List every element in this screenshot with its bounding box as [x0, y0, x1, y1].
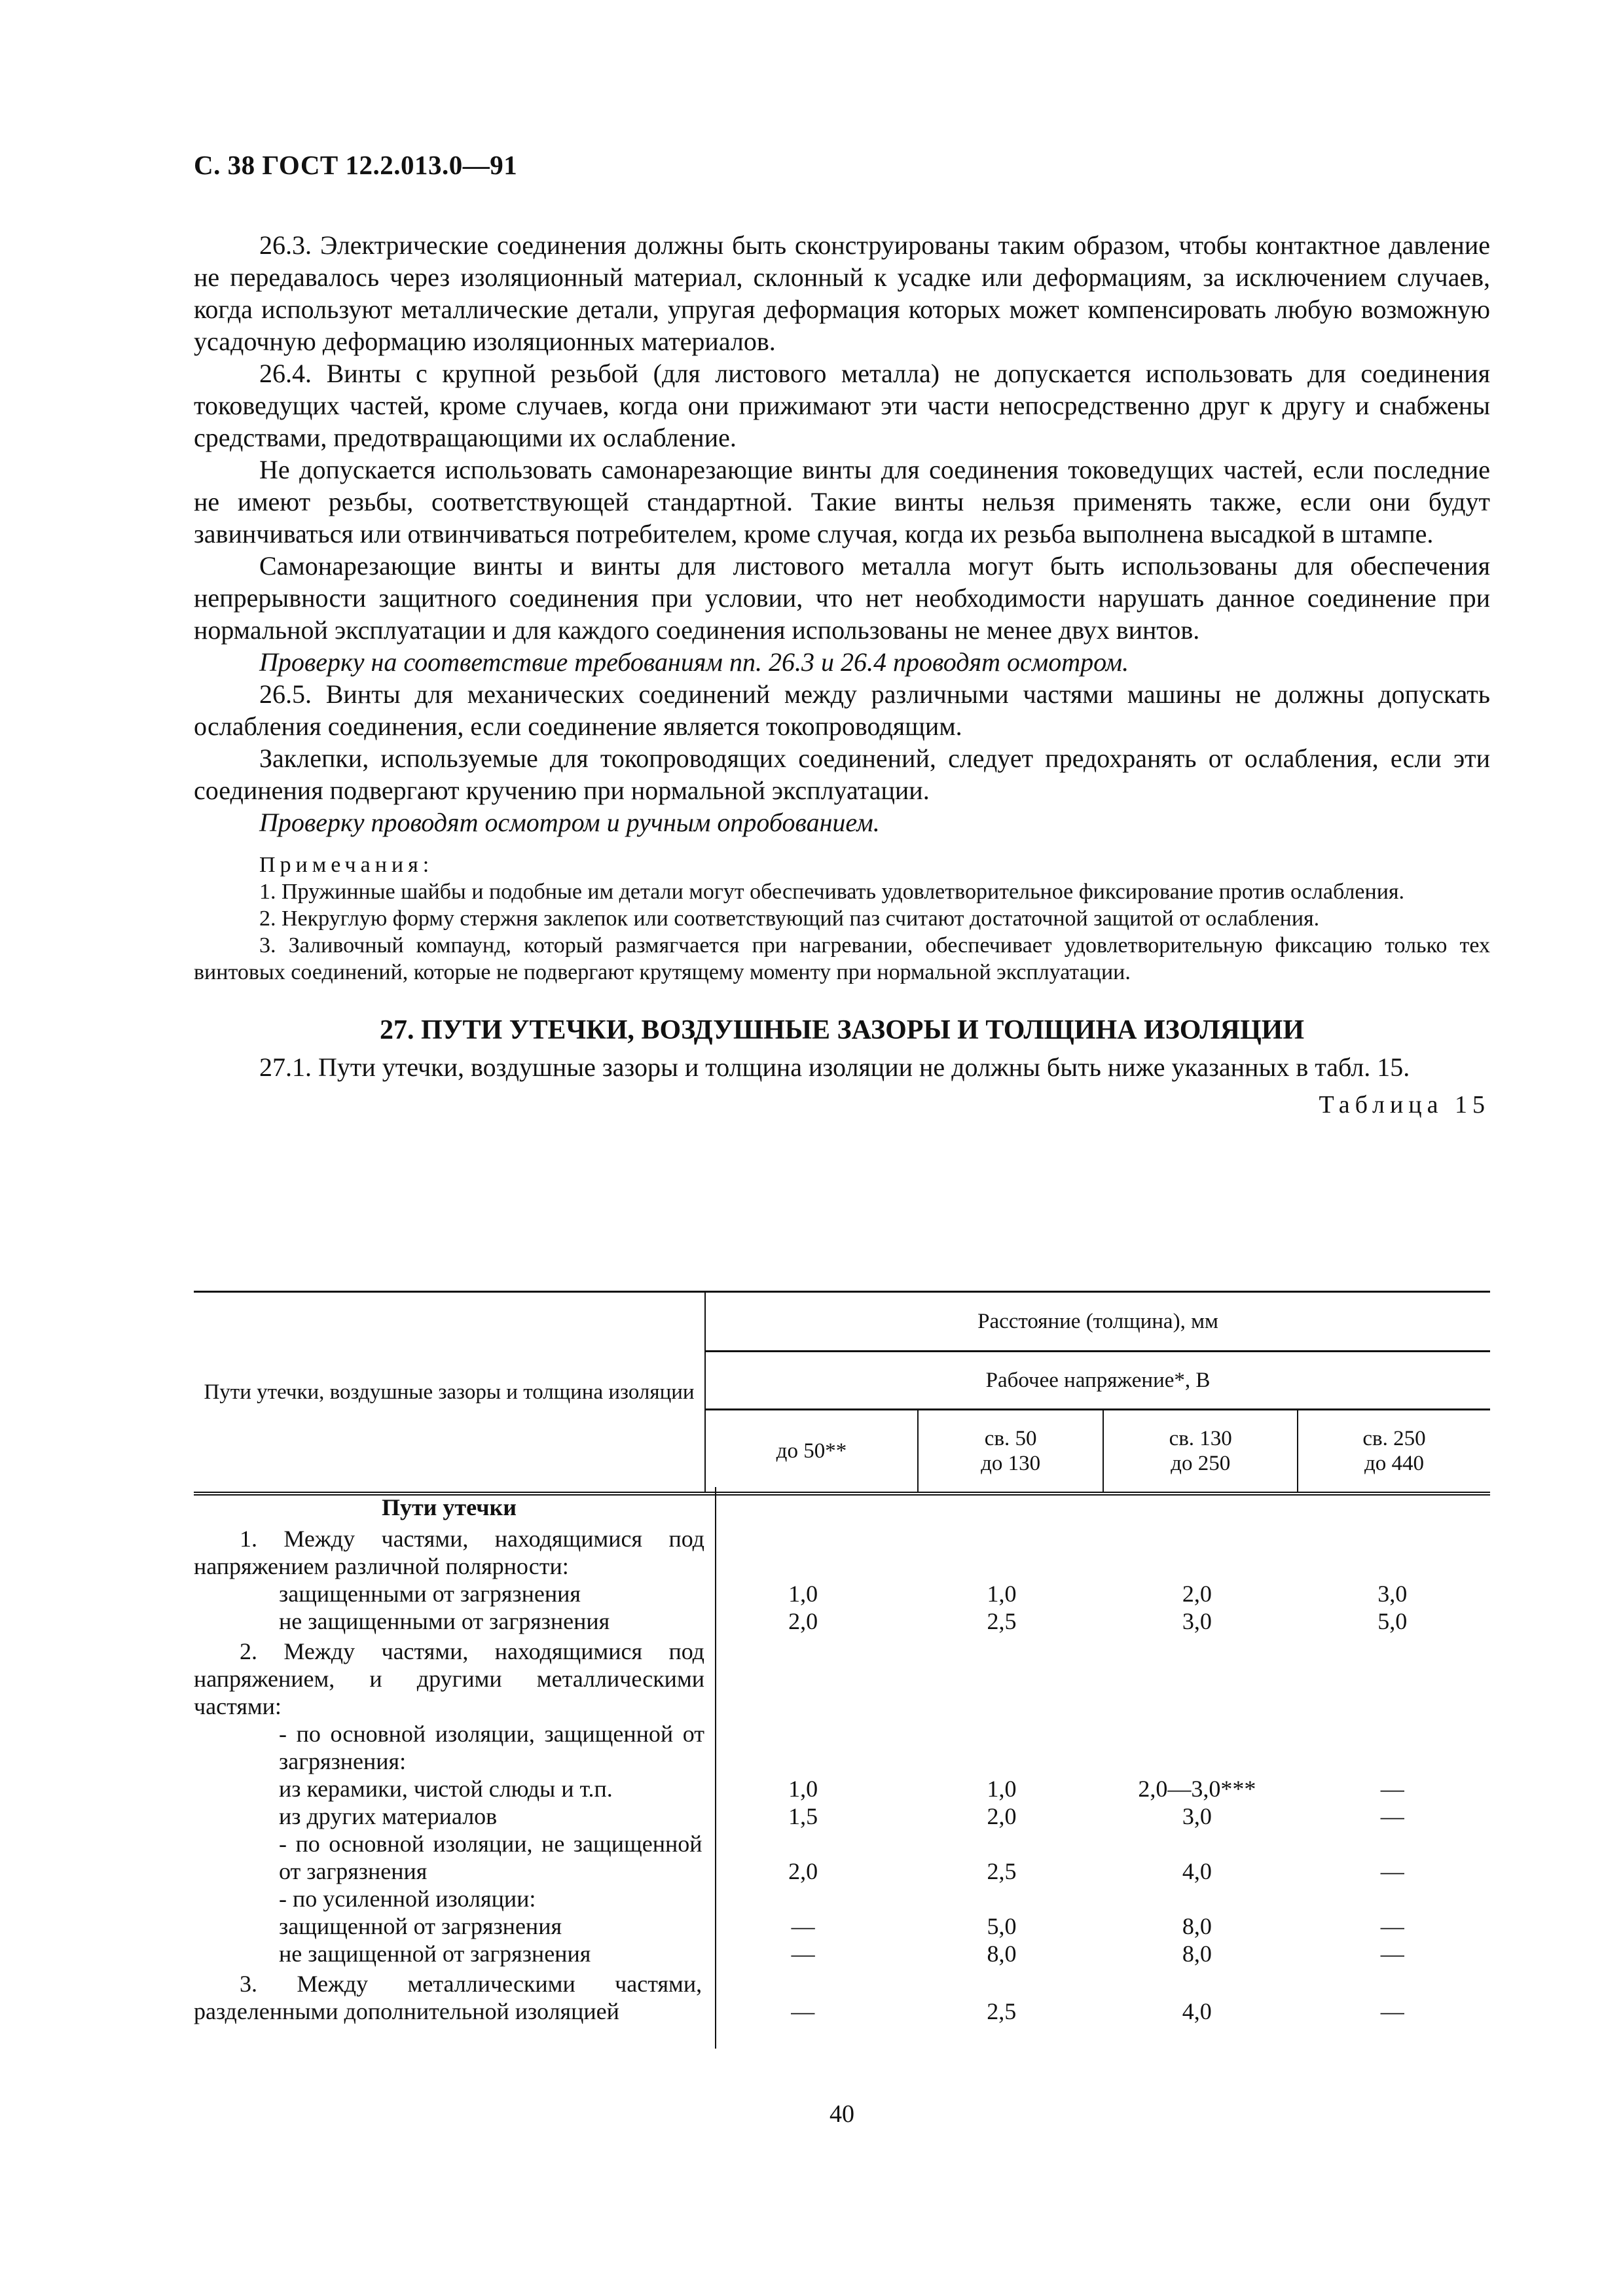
table-row-label: 2. Между частями, находящимися под напряжением, и другими металлическими частями: [194, 1638, 704, 1719]
table-header-col0: Пути утечки, воздушные зазоры и толщина изоляции [194, 1292, 705, 1494]
table-row: не защищенными от загрязнения 2,0 2,5 3,0 5,0 [279, 1608, 1408, 1634]
table-header-c1: до 50** [705, 1410, 918, 1494]
paragraph-check-inspection: Проверку на соответствие требованиям пп. 26.3 и 26.4 проводят осмотром. [259, 647, 1129, 677]
paragraph-check-manual: Проверку проводят осмотром и ручным опробованием. [259, 808, 880, 837]
table-row: не защищенной от загрязнения — 8,0 8,0 — [279, 1941, 1404, 1967]
table-row-label: - по основной изоляции, защищенной от загрязнения: [279, 1721, 704, 1774]
table-subhead: Пути утечки [382, 1494, 517, 1520]
note-item: 1. Пружинные шайбы и подобные им детали могут обеспечивать удовлетворительное фиксирование против ослабления. [259, 880, 1405, 904]
table-row: защищенной от загрязнения — 5,0 8,0 — [279, 1913, 1404, 1939]
paragraph-26-3: 26.3. Электрические соединения должны быть сконструированы таким образом, чтобы контактное давление не передавалось через изоляционный материал, склонный к усадке или деформациям, за исключением случаев, когда используют металлические детали, упругая деформация которых может компенсировать любую возможную усадочную деформацию изоляционных материалов. [194, 230, 1490, 356]
paragraph-self-tapping-screws: Не допускается использовать самонарезающие винты для соединения токоведущих частей, если последние не имеют резьбы, соответствующей стандартной. Такие винты нельзя применять также, если они будут завинчиваться или отвинчиваться потребителем, кроме случая, когда их резьба выполнена высадкой в штампе. [194, 455, 1490, 548]
table-row: защищенными от загрязнения 1,0 1,0 2,0 3,0 [279, 1581, 1408, 1607]
paragraph-26-5: 26.5. Винты для механических соединений между различными частями машины не должны допускать ослабления соединения, если соединение является токопроводящим. [194, 679, 1490, 741]
table-header-group: Расстояние (толщина), мм [705, 1292, 1490, 1352]
note-item: 2. Некруглую форму стержня заклепок или соответствующий паз считают достаточной защитой от ослабления. [259, 906, 1320, 931]
paragraph-26-4: 26.4. Винты с крупной резьбой (для листового металла) не допускается использовать для соединения токоведущих частей, кроме случаев, когда они прижимают эти части непосредственно друг к другу и снабжены средствами, предотвращающими их ослабление. [194, 359, 1490, 452]
table-15-header [194, 1291, 1490, 1496]
table-row-label: - по усиленной изоляции: [279, 1886, 536, 1912]
table-row: из керамики, чистой слюды и т.п. 1,0 1,0 2,0—3,0*** — [279, 1776, 1404, 1802]
table-15-body [194, 1494, 1490, 2025]
section-title: 27. ПУТИ УТЕЧКИ, ВОЗДУШНЫЕ ЗАЗОРЫ И ТОЛЩИНА ИЗОЛЯЦИИ [379, 1015, 1305, 1045]
body-text [194, 229, 1490, 1120]
table-header-subgroup: Рабочее напряжение*, В [705, 1352, 1490, 1410]
table-header-c2: св. 50 до 130 [918, 1410, 1104, 1494]
table-header-c3: св. 130 до 250 [1103, 1410, 1298, 1494]
page-number: 40 [830, 2100, 854, 2128]
paragraph-27-1: 27.1. Пути утечки, воздушные зазоры и толщина изоляции не должны быть ниже указанных в табл. 15. [259, 1052, 1410, 1082]
table-caption: Таблица 15 [1319, 1091, 1490, 1119]
paragraph-rivets: Заклепки, используемые для токопроводящих соединений, следует предохранять от ослабления, если эти соединения подвергают кручению при нормальной эксплуатации. [194, 744, 1490, 805]
table-row: из других материалов 1,5 2,0 3,0 — [279, 1803, 1404, 1829]
paragraph-sheet-metal-screws: Самонарезающие винты и винты для листового металла могут быть использованы для обеспечения непрерывности защитного соединения при условии, что нет необходимости нарушать данное соединение при нормальной эксплуатации и для каждого соединения использованы не менее двух винтов. [194, 551, 1490, 645]
notes-title: Примечания: [259, 853, 434, 877]
table-row: - по основной изоляции, не защищенной от загрязнения 2,0 2,5 4,0 — [279, 1831, 1404, 1884]
page-header: С. 38 ГОСТ 12.2.013.0—91 [194, 150, 518, 180]
notes [194, 852, 1490, 986]
table-row: 3. Между металлическими частями, разделенными дополнительной изоляцией — 2,5 4,0 — [194, 1971, 1404, 2024]
table-header-c4: св. 250 до 440 [1298, 1410, 1490, 1494]
table-row-label: 1. Между частями, находящимися под напряжением различной полярности: [194, 1526, 704, 1579]
note-item: 3. Заливочный компаунд, который размягчается при нагревании, обеспечивает удовлетворительную фиксацию только тех винтовых соединений, которые не подвергают крутящему моменту при нормальной эксплуатации. [194, 933, 1490, 984]
